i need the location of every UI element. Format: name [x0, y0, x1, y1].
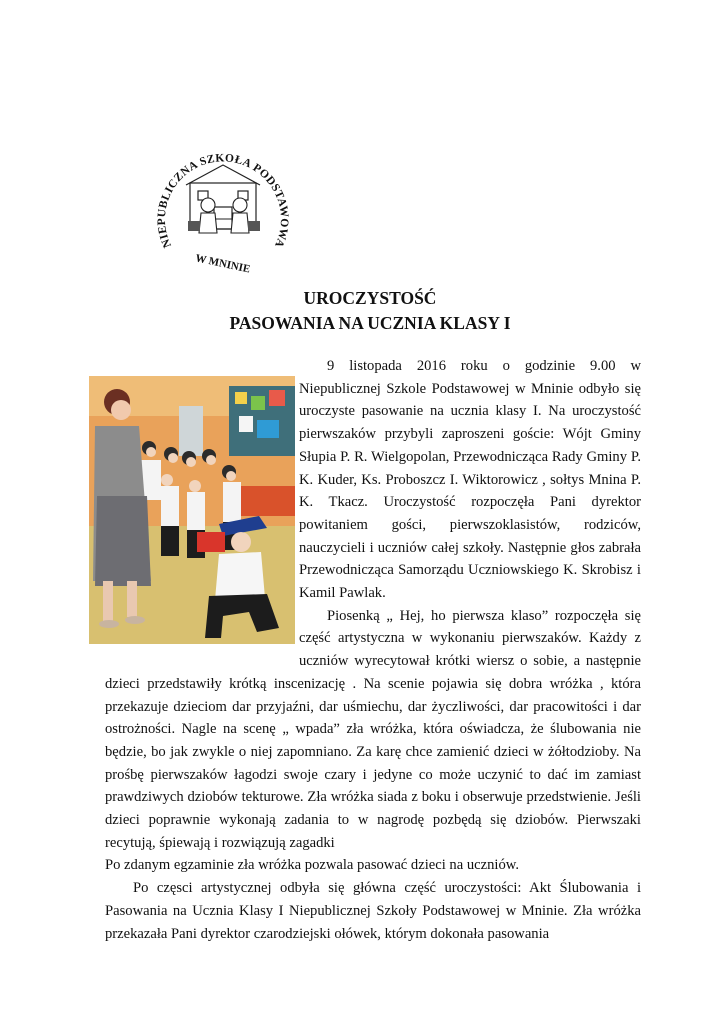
- page-title-line2: PASOWANIA NA UCZNIA KLASY I: [229, 313, 511, 333]
- logo-bottom-text: W MNINIE: [194, 252, 252, 275]
- school-logo: [148, 135, 298, 275]
- article-paragraph-2-end: Po zdanym egzaminie zła wróżka pozwala pasować dzieci na uczniów.: [105, 857, 519, 874]
- logo-arc-text: NIEPUBLICZNA SZKOŁA PODSTAWOWA: [155, 152, 291, 250]
- photo-text-wrap-spacer: [105, 355, 299, 655]
- svg-text:NIEPUBLICZNA SZKOŁA PODSTAWOWA: [156, 152, 290, 249]
- school-logo-graphic: [148, 135, 298, 275]
- page-title-line1: UROCZYSTOŚĆ: [303, 288, 437, 308]
- article-paragraph-1: 9 listopada 2016 roku o godzinie 9.00 w Niepublicznej Szkole Podstawowej w Mninie odbyło się uroczyste pasowanie na ucznia klasy I. Na uroczystość pierwszaków przybyli zaproszeni goście: Wójt Gminy Słupia P. R. Wielgopolan, Przewodnicząca Rady Gminy P. K. Kuder, Ks. Proboszcz I. Wiktorowicz , sołtys Mnina P. K. Tkacz. Uroczystość rozpoczęła Pani dyrektor powitaniem gości, pierwszoklasistów, rodziców, nauczycieli i uczniów całej szkoły. Następnie głos zabrała Przewodnicząca Samorządu Uczniowskiego K. Skrobisz i Kamil Pawlak.: [299, 358, 641, 602]
- article-body: [105, 355, 641, 945]
- article-paragraph-2: Piosenką „ Hej, ho pierwsza klaso” rozpoczęła się część artystyczna w wykonaniu pierwszaków. Każdy z uczniów wyrecytował krótki wiersz o sobie, a następnie dzieci przedstawiły krótką inscenizację . Na scenie pojawia się dobra wróżka , która przekazuje dzieciom dar przyjaźni, dar uśmiechu, dar życzliwości, dar pracowitości i dar ostrożności. Nagle na scenę „ wpada” zła wróżka, która oświadcza, że ślubowania nie będzie, bo jak zwykle o niej zapomniano. Za karę chce zamienić dzieci w żółtodzioby. Na prośbę pierwszaków łagodzi swoje czary i jedyne co może uczynić to dać im zamiast prawdziwych dziobów tekturowe. Zła wróżka siada z boku i obserwuje przedstwienie. Jeśli dzieci poprawnie wykonają zadania to w nagrodę pozbędą się dziobów. Pierwszaki recytują, śpiewają i rozwiązują zagadki: [105, 607, 641, 851]
- article-paragraph-3: Po częsci artystycznej odbyła się główna część uroczystości: Akt Ślubowania i Pasowania na Ucznia Klasy I Niepublicznej Szkoły Podstawowej w Mninie. Zła wróżka przekazała Pani dyrektor czarodziejski ołówek, którym dokonała pasowania: [105, 880, 641, 942]
